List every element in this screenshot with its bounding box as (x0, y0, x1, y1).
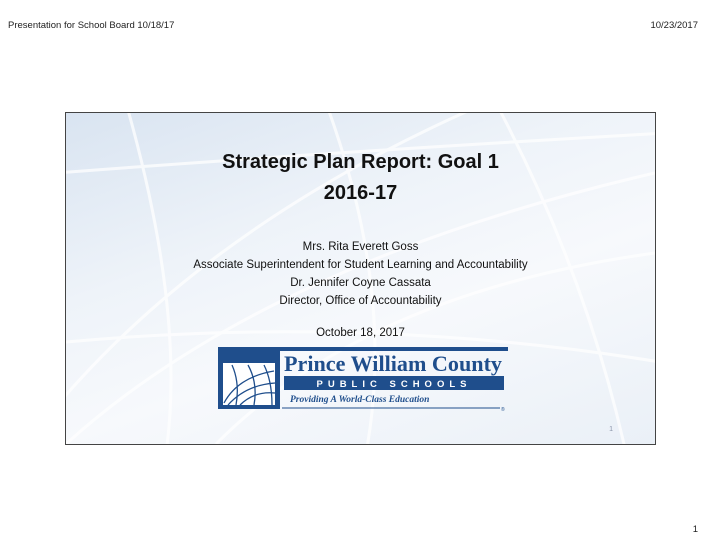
slide-title-line2: 2016-17 (323, 182, 398, 204)
logo-name: Prince William County (284, 351, 502, 376)
logo-subtitle: PUBLIC SCHOOLS (316, 379, 472, 390)
page-number: 1 (692, 524, 698, 535)
slide-title-line1: Strategic Plan Report: Goal 1 (222, 151, 499, 173)
presenter1-name: Mrs. Rita Everett Goss (302, 241, 419, 253)
presentation-date: October 18, 2017 (316, 327, 405, 339)
presenter2-role: Director, Office of Accountability (279, 295, 442, 307)
logo-tagline: Providing A World-Class Education (290, 395, 430, 405)
svg-text:®: ® (501, 407, 505, 413)
slide-number: 1 (609, 426, 613, 433)
pwcs-logo (218, 347, 508, 415)
header-left-text: Presentation for School Board 10/18/17 (8, 20, 175, 31)
header-date: 10/23/2017 (650, 20, 698, 31)
presenter2-name: Dr. Jennifer Coyne Cassata (290, 277, 431, 289)
slide-frame (65, 112, 656, 445)
presenter1-role: Associate Superintendent for Student Learning and Accountability (193, 259, 528, 271)
